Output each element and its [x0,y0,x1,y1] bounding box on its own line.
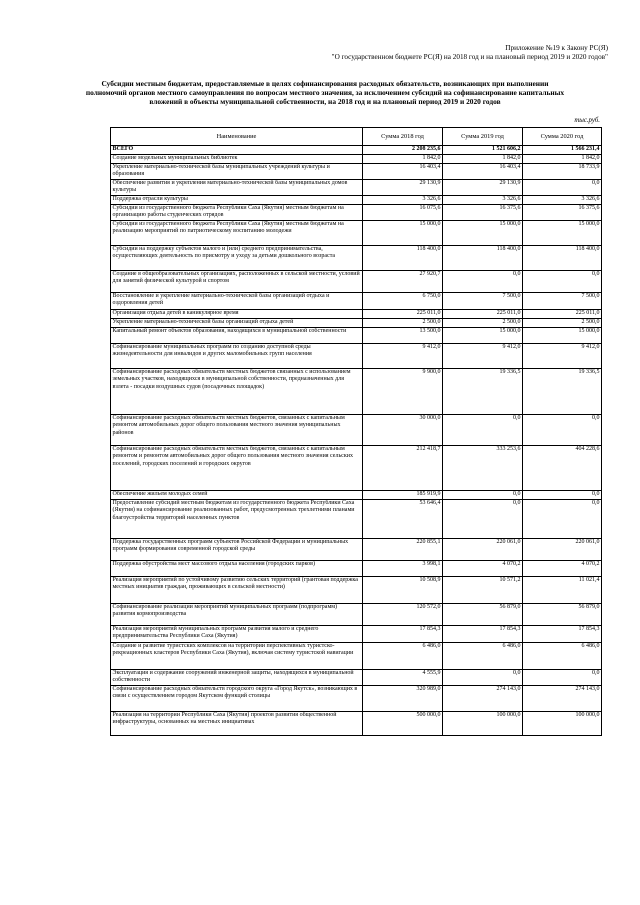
row-value-2020: 0,0 [523,415,602,446]
row-value-2019: 15 000,0 [443,328,523,344]
table-row [111,164,602,180]
row-name-cell: Укрепление материально-технической базы организаций отдыха детей [111,319,363,328]
row-value-2020: 1 566 231,4 [523,146,602,155]
table-row [111,271,602,293]
row-value-2020: 9 412,0 [523,344,602,369]
table-row [111,561,602,577]
column-header-2019: Сумма 2019 год [443,128,523,146]
row-value-2019: 274 143,0 [443,686,523,712]
row-value-2020: 2 500,0 [523,319,602,328]
row-value-2019: 3 326,6 [443,196,523,205]
row-value-2018: 53 646,4 [363,500,443,539]
row-value-2018: 15 000,0 [363,221,443,246]
row-value-2018: 17 854,3 [363,626,443,643]
row-value-2020: 0,0 [523,670,602,686]
row-name-cell: Капитальный ремонт объектов образования, находящихся в муниципальной собственности [111,328,363,344]
row-name-cell: Восстановление и укрепление материально-технической базы организаций отдыха и оздоровления детей [111,293,363,310]
document-title [70,79,580,107]
row-value-2018: 220 855,1 [363,539,443,561]
row-value-2018: 9 412,0 [363,344,443,369]
row-value-2020: 15 000,0 [523,328,602,344]
row-value-2020: 18 733,9 [523,164,602,180]
row-value-2019: 7 500,0 [443,293,523,310]
row-value-2020: 4 070,2 [523,561,602,577]
row-value-2019: 17 854,3 [443,626,523,643]
row-value-2019: 0,0 [443,670,523,686]
row-name-cell: Поддержка обустройства мест массового отдыха населения (городских парков) [111,561,363,577]
row-value-2020: 225 011,0 [523,310,602,319]
row-value-2018: 2 208 235,6 [363,146,443,155]
row-value-2018: 320 989,0 [363,686,443,712]
row-value-2019: 9 412,0 [443,344,523,369]
row-name-cell: Субсидии из государственного бюджета Республики Саха (Якутия) местным бюджетам на реализацию мероприятий по патриотическому воспитанию молодежи [111,221,363,246]
row-value-2020: 0,0 [523,491,602,500]
row-value-2018: 118 400,0 [363,246,443,271]
table-row [111,246,602,271]
row-value-2020: 0,0 [523,500,602,539]
row-value-2020: 6 486,0 [523,643,602,670]
total-row [111,146,602,155]
row-value-2019: 1 842,0 [443,155,523,164]
row-name-cell: Реализация на территории Республики Саха (Якутия) проектов развития общественной инфраструктуры, основанных на местных инициативах [111,712,363,736]
row-name-cell: Эксплуатация и содержание сооружений инженерной защиты, находящихся в муниципальной собственности [111,670,363,686]
table-row [111,626,602,643]
table-row [111,415,602,446]
row-value-2018: 27 920,7 [363,271,443,293]
row-value-2018: 13 500,0 [363,328,443,344]
row-value-2020: 100 000,0 [523,712,602,736]
appendix-line-2: "О государственном бюджете РС(Я) на 2018 год и на плановый период 2019 и 2020 годов" [331,53,608,61]
row-value-2020: 404 228,6 [523,446,602,491]
table-body [111,146,602,736]
row-name-cell: Софинансирование муниципальных программ по созданию доступной среды жизнедеятельности для инвалидов и других маломобильных групп населения [111,344,363,369]
row-value-2019: 0,0 [443,271,523,293]
row-value-2018: 3 326,6 [363,196,443,205]
row-value-2018: 120 572,0 [363,604,443,626]
row-value-2018: 6 750,0 [363,293,443,310]
row-value-2019: 4 070,2 [443,561,523,577]
row-value-2020: 16 375,6 [523,205,602,221]
row-value-2019: 15 000,0 [443,221,523,246]
row-value-2019: 19 336,5 [443,369,523,415]
row-value-2020: 17 854,3 [523,626,602,643]
row-name-cell: Субсидии из государственного бюджета Республики Саха (Якутия) местным бюджетам на организацию работы студенческих отрядов [111,205,363,221]
row-value-2018: 16 075,6 [363,205,443,221]
row-name-cell: Обеспечение жильем молодых семей [111,491,363,500]
row-name-cell: Реализация мероприятий по устойчивому развитию сельских территорий (грантовая поддержка местных инициатив граждан, проживающих в сельской местности) [111,577,363,604]
row-value-2020: 3 326,6 [523,196,602,205]
row-value-2020: 15 000,0 [523,221,602,246]
row-value-2020: 19 336,5 [523,369,602,415]
row-value-2018: 10 508,9 [363,577,443,604]
column-header-2018: Сумма 2018 год [363,128,443,146]
table-row [111,686,602,712]
column-header-name: Наименование [111,128,363,146]
table-row [111,180,602,196]
table-row [111,344,602,369]
row-value-2020: 118 400,0 [523,246,602,271]
row-value-2018: 6 486,0 [363,643,443,670]
row-value-2019: 16 375,6 [443,205,523,221]
row-value-2019: 56 879,0 [443,604,523,626]
table-row [111,643,602,670]
row-value-2019: 29 130,9 [443,180,523,196]
row-value-2020: 220 061,0 [523,539,602,561]
row-value-2020: 56 879,0 [523,604,602,626]
table-row [111,491,602,500]
row-value-2018: 29 130,9 [363,180,443,196]
table-row [111,604,602,626]
row-name-cell: Софинансирование расходных обязательств городского округа «Город Якутск», возникающих в связи с осуществлением городом Якутском функций столицы [111,686,363,712]
table-row [111,319,602,328]
row-value-2020: 0,0 [523,180,602,196]
table-row [111,328,602,344]
row-value-2018: 500 000,0 [363,712,443,736]
table-row [111,205,602,221]
row-value-2019: 0,0 [443,500,523,539]
table-row [111,712,602,736]
row-value-2019: 1 521 606,2 [443,146,523,155]
row-value-2018: 3 998,1 [363,561,443,577]
row-value-2020: 0,0 [523,271,602,293]
row-name-cell: Реализация мероприятий муниципальных программ развития малого и среднего предпринимательства Республики Саха (Якутия) [111,626,363,643]
row-name-cell: Укрепление материально-технической базы муниципальных учреждений культуры и образования [111,164,363,180]
row-name-cell: Софинансирование расходных обязательств местных бюджетов связанных с использованием земельных участков, находящихся в муниципальной собственности, предназначенных для взлета - посадки воздушных судов (посадочных площадок) [111,369,363,415]
table-row [111,221,602,246]
row-value-2019: 220 061,0 [443,539,523,561]
appendix-reference [332,44,608,62]
row-value-2019: 6 486,0 [443,643,523,670]
row-value-2019: 333 253,6 [443,446,523,491]
table-row [111,539,602,561]
row-name-cell: Предоставление субсидий местным бюджетам из государственного бюджета Республики Саха (Якутия) на софинансирование реализованных работ, предусмотренных трехлетними планами благоустройства территорий населенных пунктов [111,500,363,539]
row-name-cell: Софинансирование реализации мероприятий муниципальных программ (подпрограмм) развития кормопроизводства [111,604,363,626]
row-value-2019: 2 500,0 [443,319,523,328]
row-value-2019: 225 011,0 [443,310,523,319]
row-name-cell: Субсидии на поддержку субъектов малого и (или) среднего предпринимательства, осуществляющих деятельность по присмотру и уходу за детьми дошкольного возраста [111,246,363,271]
row-name-cell: Софинансирование расходных обязательств местных бюджетов, связанных с капитальным ремонтом и ремонтом автомобильных дорог общего пользования местного значения сельских поселений, городских поселений и городских округов [111,446,363,491]
table-row [111,310,602,319]
row-value-2018: 2 500,0 [363,319,443,328]
row-value-2019: 0,0 [443,415,523,446]
row-name-cell: ВСЕГО [111,146,363,155]
table-row [111,670,602,686]
row-value-2020: 11 021,4 [523,577,602,604]
row-value-2019: 10 571,2 [443,577,523,604]
row-value-2019: 0,0 [443,491,523,500]
table-row [111,446,602,491]
table-row [111,500,602,539]
row-value-2018: 185 919,9 [363,491,443,500]
row-name-cell: Создание в общеобразовательных организациях, расположенных в сельской местности, условий для занятий физической культурой и спортом [111,271,363,293]
row-value-2018: 9 900,0 [363,369,443,415]
row-value-2018: 16 403,4 [363,164,443,180]
row-value-2020: 274 143,0 [523,686,602,712]
row-value-2020: 1 842,0 [523,155,602,164]
row-value-2019: 16 403,4 [443,164,523,180]
units-label: тыс.руб. [574,117,600,124]
row-value-2018: 1 842,0 [363,155,443,164]
row-name-cell: Организация отдыха детей в каникулярное время [111,310,363,319]
appendix-line-1: Приложение №19 к Закону РС(Я) [505,44,608,52]
title-line-2: полномочий органов местного самоуправления по вопросам местного значения, за исключением субсидий на софинансирование капитальных [85,88,565,98]
row-name-cell: Софинансирование расходных обязательств местных бюджетов, связанных с капитальным ремонтом автомобильных дорог общего пользования местного значения муниципальных районов [111,415,363,446]
row-name-cell: Обеспечение развития и укрепления материально-технической базы муниципальных домов культуры [111,180,363,196]
subsidies-table [110,127,602,736]
column-header-2020: Сумма 2020 год [523,128,602,146]
title-line-1: Субсидии местным бюджетам, предоставляемые в целях софинансирования расходных обязательств, возникающих при выполнении [101,79,549,88]
row-value-2020: 7 500,0 [523,293,602,310]
row-name-cell: Создание модельных муниципальных библиотек [111,155,363,164]
row-name-cell: Поддержка государственных программ субъектов Российской Федерации и муниципальных программ формирования современной городской среды [111,539,363,561]
table-row [111,577,602,604]
row-value-2019: 100 000,0 [443,712,523,736]
row-value-2018: 225 011,0 [363,310,443,319]
row-value-2019: 118 400,0 [443,246,523,271]
row-name-cell: Поддержка отрасли культуры [111,196,363,205]
row-value-2018: 212 418,7 [363,446,443,491]
table-row [111,196,602,205]
row-value-2018: 30 000,0 [363,415,443,446]
row-name-cell: Создание и развитие туристских комплексов на территории перспективных туристско-рекреационных кластеров Республики Саха (Якутия), включая систему туристской навигации [111,643,363,670]
table-row [111,369,602,415]
table-row [111,155,602,164]
row-value-2018: 4 555,9 [363,670,443,686]
table-row [111,293,602,310]
title-line-3: вложений в объекты муниципальной собственности, на 2018 год и на плановый период 2019 и 2020 годов [149,97,501,107]
table-header-row [111,128,602,146]
